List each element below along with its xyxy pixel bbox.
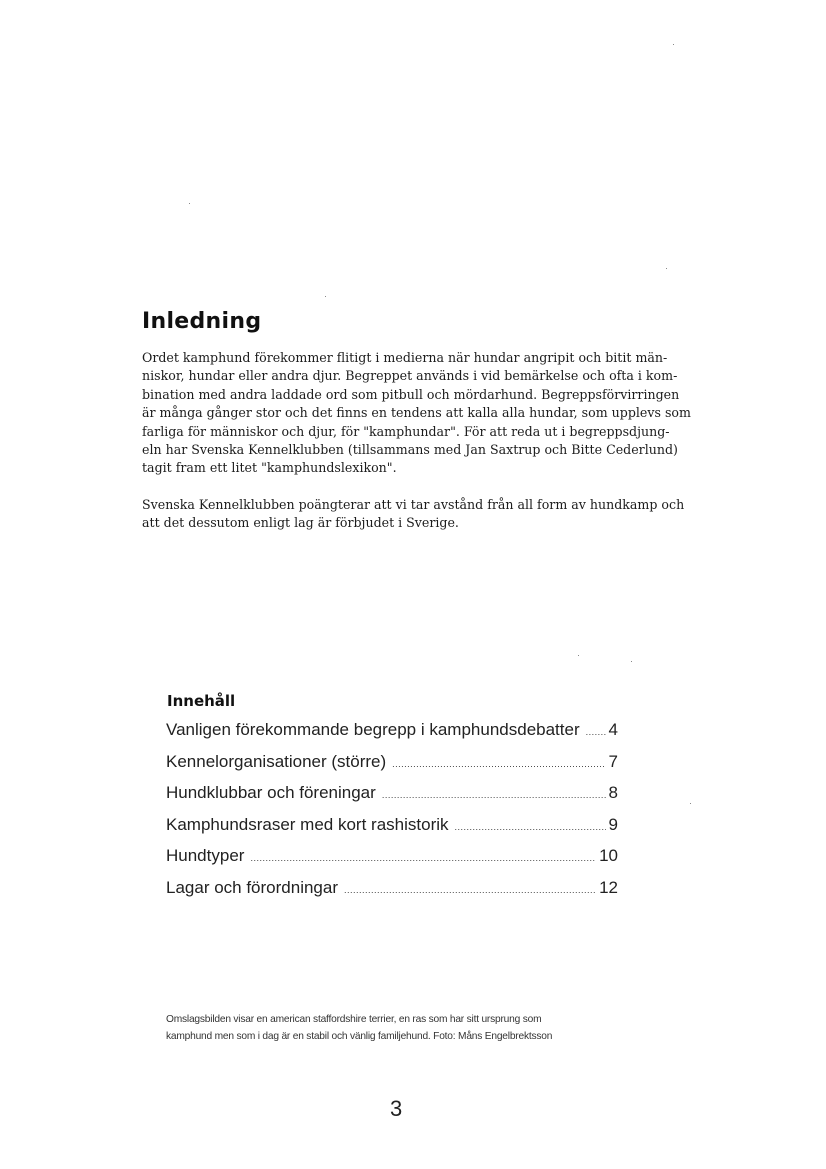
toc-entry-page: 9 — [608, 814, 618, 834]
text-line: farliga för människor och djur, för "kamphundar". För att reda ut i begreppsdjung- — [142, 423, 670, 439]
scan-speck — [578, 655, 579, 656]
toc-leader-dots — [392, 759, 605, 769]
toc-entry-page: 4 — [608, 720, 618, 739]
table-of-contents — [166, 720, 618, 909]
toc-entry-title: Hundtyper — [166, 846, 245, 865]
toc-entry-page: 12 — [599, 877, 618, 897]
toc-entry-page: 7 — [608, 751, 618, 771]
scan-speck — [325, 296, 326, 297]
toc-leader-dots — [455, 822, 606, 832]
toc-entry[interactable] — [166, 752, 618, 784]
toc-entry[interactable] — [166, 815, 618, 847]
cover-photo-caption — [166, 1011, 636, 1045]
toc-entry[interactable] — [166, 846, 618, 878]
scan-speck — [690, 803, 691, 804]
page-number: 3 — [390, 1096, 403, 1121]
text-line: eln har Svenska Kennelklubben (tillsammans med Jan Saxtrup och Bitte Cederlund) — [142, 442, 678, 458]
toc-entry[interactable] — [166, 783, 618, 815]
text-line: Ordet kamphund förekommer flitigt i medierna när hundar angripit och bitit män- — [142, 350, 668, 365]
toc-entry-page: 10 — [599, 846, 618, 865]
toc-leader-dots — [250, 853, 596, 863]
text-line: att det dessutom enligt lag är förbjudet i Sverige. — [142, 515, 459, 531]
toc-entry[interactable] — [166, 878, 618, 910]
text-line: bination med andra laddade ord som pitbull och mördarhund. Begreppsförvirringen — [142, 386, 680, 402]
scan-speck — [631, 661, 632, 662]
toc-entry-title: Kamphundsraser med kort rashistorik — [166, 814, 449, 834]
toc-entry-title: Vanligen förekommande begrepp i kamphundsdebatter — [166, 720, 580, 739]
toc-entry[interactable] — [166, 720, 618, 752]
scan-speck — [189, 203, 190, 204]
toc-leader-dots — [382, 790, 606, 800]
intro-text — [142, 349, 691, 533]
scan-speck — [673, 44, 674, 45]
toc-heading: Innehåll — [167, 692, 236, 710]
toc-entry-page: 8 — [608, 783, 618, 802]
scan-speck — [666, 268, 667, 269]
intro-paragraph-2 — [142, 496, 687, 533]
text-line: Svenska Kennelklubben poängterar att vi tar avstånd från all form av hundkamp och — [142, 496, 685, 512]
toc-entry-title: Hundklubbar och föreningar — [166, 783, 376, 802]
intro-heading: Inledning — [142, 309, 262, 334]
text-line: är många gånger stor och det finns en tendens att kalla alla hundar, som upplevs som — [142, 405, 691, 421]
toc-entry-title: Kennelorganisationer (större) — [166, 751, 387, 771]
caption-line: kamphund men som i dag är en stabil och vänlig familjehund. Foto: Måns Engelbrektsson — [166, 1031, 553, 1042]
intro-paragraph-1 — [142, 349, 691, 478]
caption-line: Omslagsbilden visar en american staffordshire terrier, en ras som har sitt ursprung som — [166, 1014, 542, 1025]
text-line: tagit fram ett litet "kamphundslexikon". — [142, 460, 397, 476]
text-line: niskor, hundar eller andra djur. Begreppet används i vid bemärkelse och ofta i kom- — [142, 368, 678, 384]
toc-leader-dots — [344, 885, 596, 895]
toc-leader-dots — [586, 727, 606, 737]
toc-entry-title: Lagar och förordningar — [166, 877, 339, 897]
